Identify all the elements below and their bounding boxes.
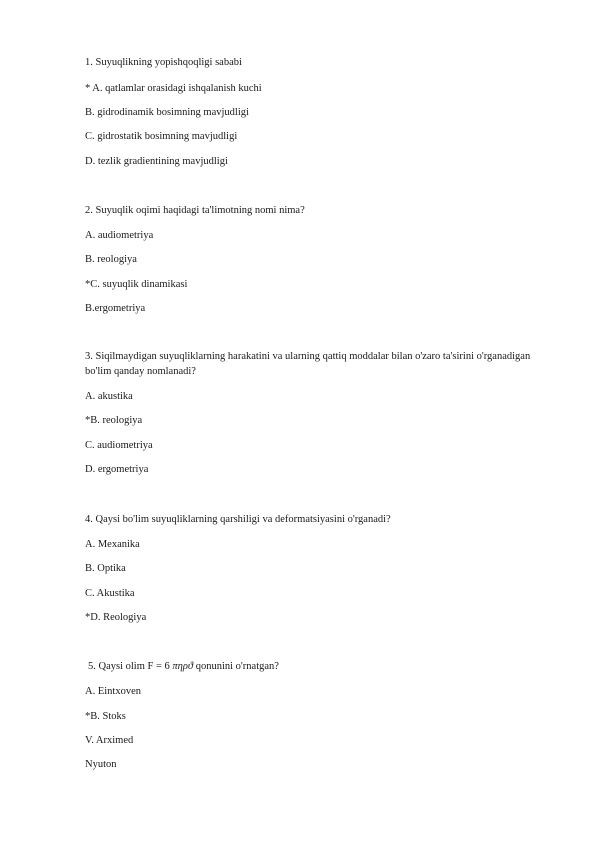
question-1-option-a: * A. qatlamlar orasidagi ishqalanish kuchi bbox=[85, 83, 262, 94]
stokes-formula: πηρϑ bbox=[172, 661, 194, 672]
question-3-option-d: D. ergometriya bbox=[85, 464, 149, 475]
question-5-text-after: qonunini o'rnatgan? bbox=[193, 661, 279, 672]
question-3-option-a: A. akustika bbox=[85, 391, 133, 402]
question-5-text bbox=[88, 660, 279, 673]
question-5-option-b: *B. Stoks bbox=[85, 711, 126, 722]
question-2-option-a: A. audiometriya bbox=[85, 230, 154, 241]
question-2-text: 2. Suyuqlik oqimi haqidagi ta'limotning nomi nima? bbox=[85, 205, 305, 216]
question-1-option-d: D. tezlik gradientining mavjudligi bbox=[85, 156, 228, 167]
question-4-text: 4. Qaysi bo'lim suyuqliklarning qarshiligi va deformatsiyasini o'rganadi? bbox=[85, 514, 391, 525]
question-1-option-c: C. gidrostatik bosimning mavjudligi bbox=[85, 131, 238, 142]
question-5-option-a: A. Eintxoven bbox=[85, 686, 141, 697]
question-3-text-line-2: bo'lim qanday nomlanadi? bbox=[85, 366, 196, 377]
question-5-option-c: V. Arximed bbox=[85, 735, 134, 746]
question-4-option-b: B. Optika bbox=[85, 563, 126, 574]
question-2-option-d: B.ergometriya bbox=[85, 303, 146, 314]
question-1-option-b: B. gidrodinamik bosimning mavjudligi bbox=[85, 107, 249, 118]
question-2-option-b: B. reologiya bbox=[85, 254, 137, 265]
question-4-option-d: *D. Reologiya bbox=[85, 612, 147, 623]
question-4-option-c: C. Akustika bbox=[85, 588, 135, 599]
question-1-text: 1. Suyuqlikning yopishqoqligi sababi bbox=[85, 57, 242, 68]
question-2-option-c: *C. suyuqlik dinamikasi bbox=[85, 279, 188, 290]
question-3-option-c: C. audiometriya bbox=[85, 440, 153, 451]
question-3-text-line-1: 3. Siqilmaydigan suyuqliklarning harakatini va ularning qattiq moddalar bilan o'zaro ta'sirini o'rganadigan bbox=[85, 351, 531, 362]
question-5-option-d: Nyuton bbox=[85, 759, 117, 770]
question-3-option-b: *B. reologiya bbox=[85, 415, 143, 426]
question-4-option-a: A. Mexanika bbox=[85, 539, 140, 550]
question-5-text-before: 5. Qaysi olim F = 6 bbox=[88, 661, 173, 672]
